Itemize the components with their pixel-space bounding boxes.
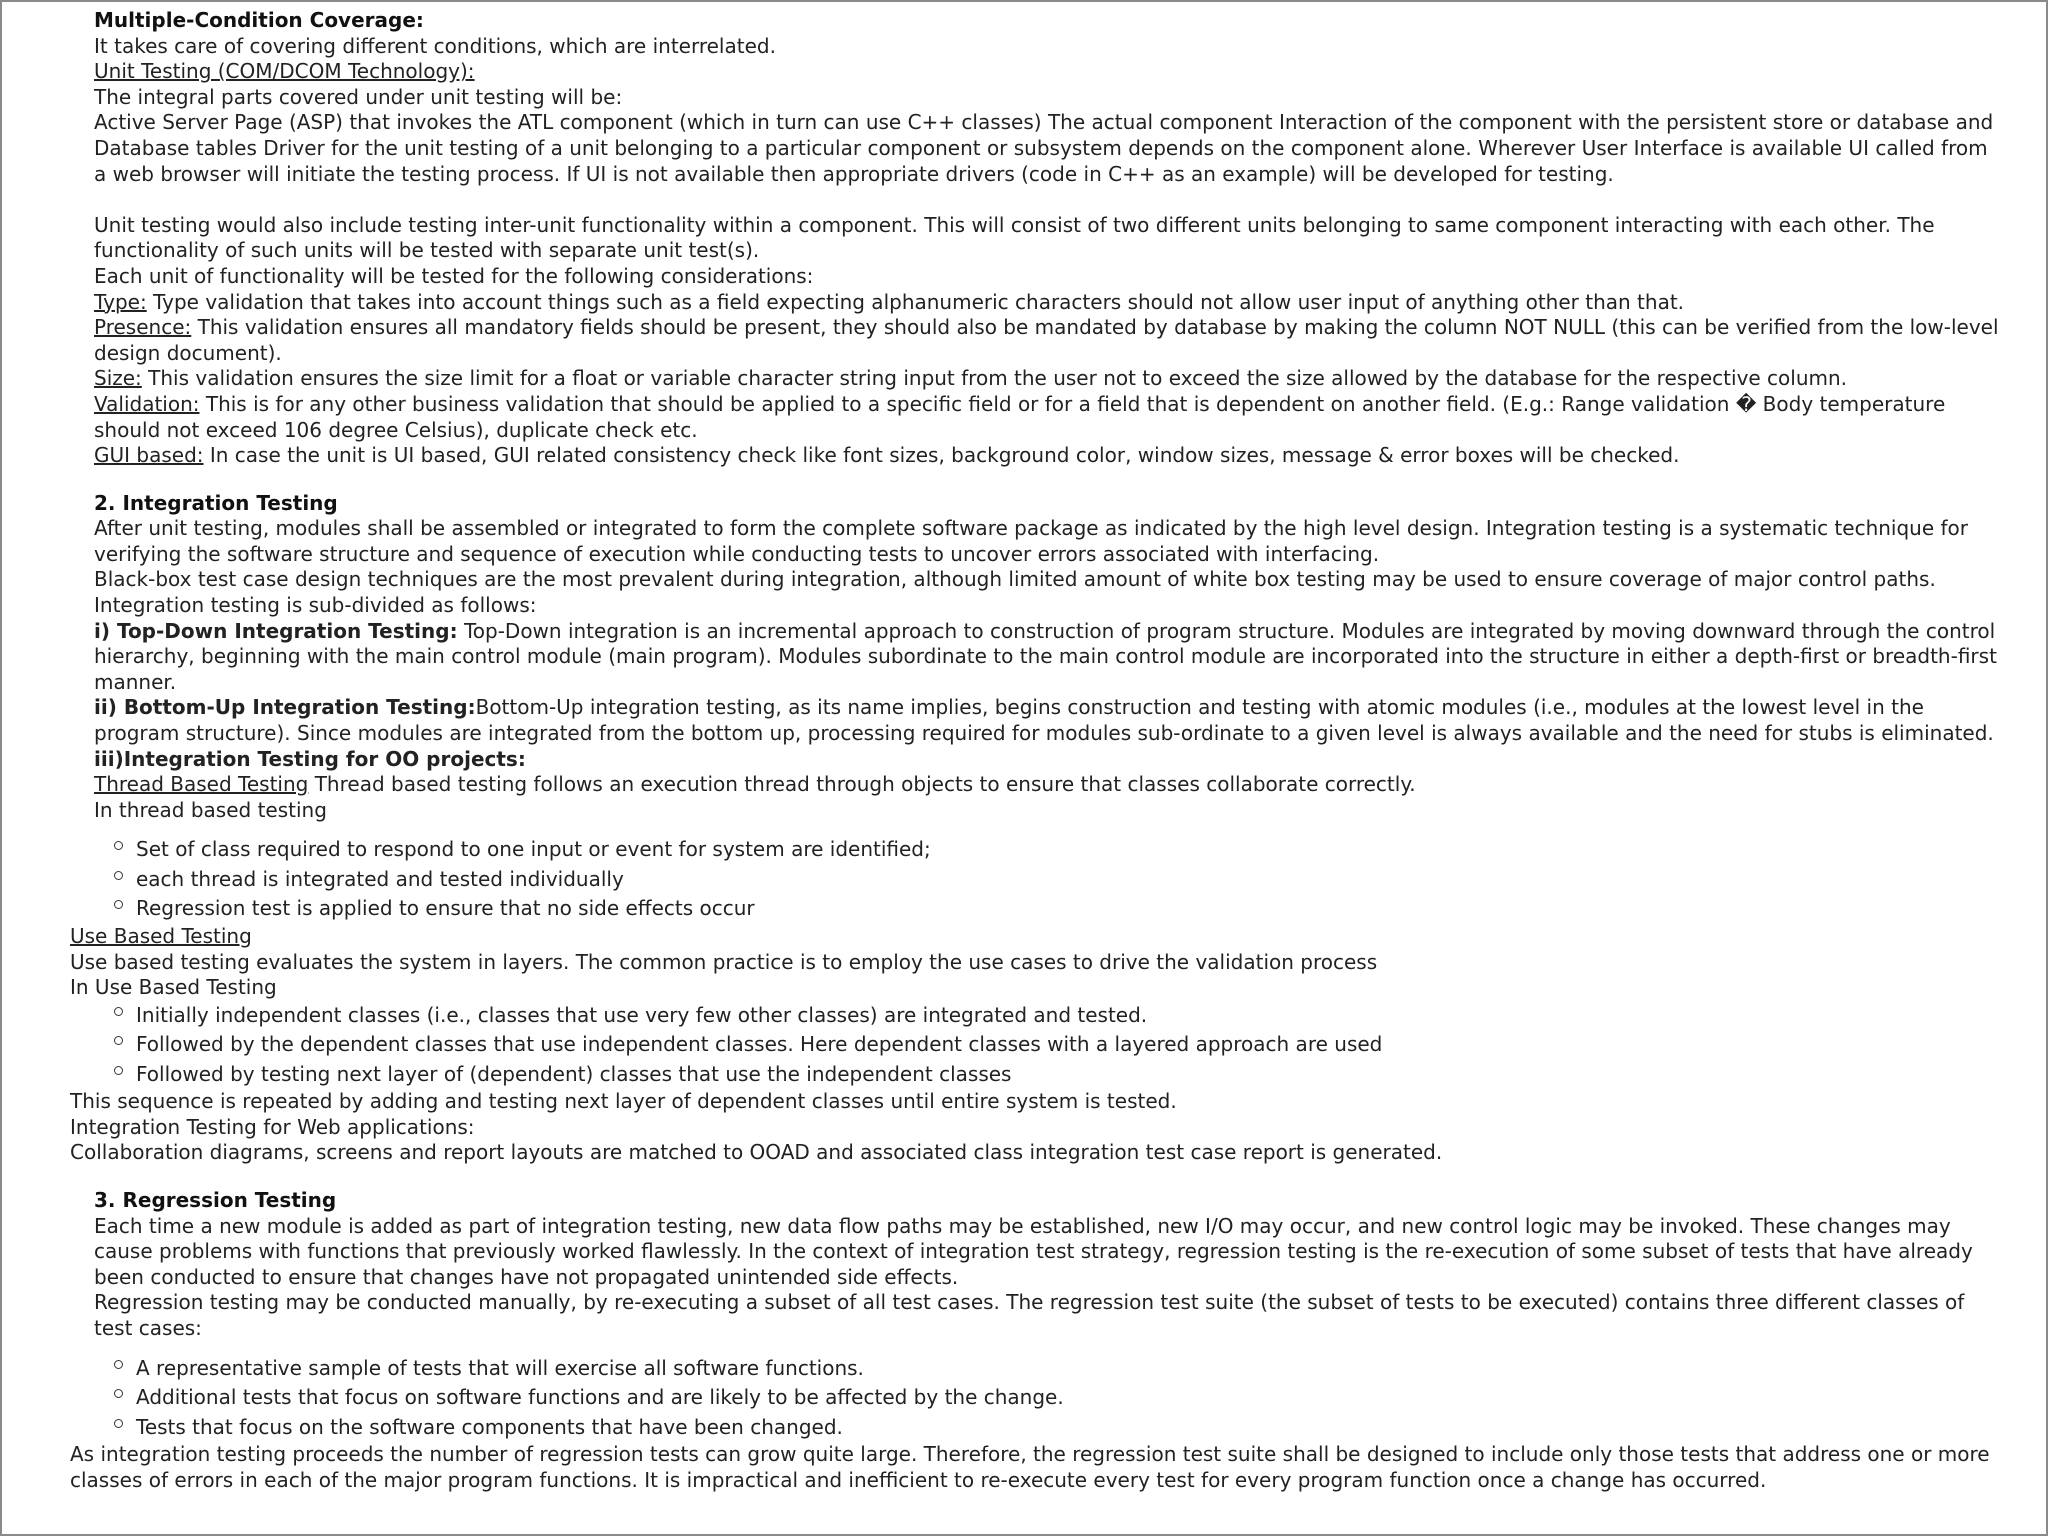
consideration-term: Presence:	[94, 315, 192, 340]
consideration-term: GUI based:	[94, 443, 204, 468]
section-heading-mcc: Multiple-Condition Coverage:	[94, 8, 424, 32]
consideration-text: In case the unit is UI based, GUI related consistency check like font sizes, background color, window sizes, message & error boxes will be checked.	[203, 443, 1680, 468]
thread-based-text: Thread based testing follows an execution thread through objects to ensure that classes collaborate correctly.	[308, 772, 1416, 797]
consideration-validation	[2, 392, 2046, 443]
consideration-gui	[2, 443, 2046, 469]
list-item: each thread is integrated and tested individually	[136, 865, 2006, 895]
list-item: Tests that focus on the software components that have been changed.	[136, 1413, 2006, 1443]
list-item: Followed by the dependent classes that use independent classes. Here dependent classes with a layered approach are used	[136, 1030, 2006, 1060]
top-down-text: Top-Down integration is an incremental approach to construction of program structure. Modules are integrated by moving downward through the control hierarchy, beginning with the main control module (main program). Modules subordinate to the main control module are incorporated into the structure in either a depth-first or breadth-first manner.	[94, 618, 1997, 694]
list-item: Set of class required to respond to one input or event for system are identified;	[136, 835, 2006, 865]
document-content	[2, 8, 2046, 1493]
consideration-text: This is for any other business validation that should be applied to a specific field or for a field that is dependent on another field. (E.g.: Range validation � Body temperature should not exceed 106 degree Celsius), duplicate check etc.	[94, 391, 1946, 442]
list-item: Followed by testing next layer of (dependent) classes that use the independent classes	[136, 1060, 2006, 1090]
regression-heading: 3. Regression Testing	[94, 1187, 337, 1212]
consideration-presence	[2, 315, 2046, 366]
regression-para2: Regression testing may be conducted manually, by re-executing a subset of all test cases. The regression test suite (the subset of tests to be executed) contains three different classes of test cases:	[94, 1290, 1965, 1340]
consideration-text: This validation ensures the size limit for a float or variable character string input from the user not to exceed the size allowed by the database for the respective column.	[141, 366, 1848, 391]
integration-para3: Integration testing is sub-divided as follows:	[94, 593, 537, 618]
unit-testing-para1: Active Server Page (ASP) that invokes the ATL component (which in turn can use C++ classes) The actual component Interaction of the component with the persistent store or database and Database tables Driver for the unit testing of a unit belonging to a particular component or subsystem depends on the component alone. Wherever User Interface is available UI called from a web browser will initiate the testing process. If UI is not available then appropriate drivers (code in C++ as an example) will be developed for testing.	[94, 110, 1994, 186]
thread-based-list	[2, 835, 2046, 924]
consideration-term: Validation:	[94, 391, 200, 416]
thread-based-intro: In thread based testing	[94, 797, 327, 822]
bottom-up-paragraph	[2, 695, 2046, 746]
use-based-label: Use Based Testing	[70, 923, 252, 948]
list-item: Initially independent classes (i.e., classes that use very few other classes) are integrated and tested.	[136, 1001, 2006, 1031]
consideration-text: Type validation that takes into account things such as a field expecting alphanumeric characters should not allow user input of anything other than that.	[146, 289, 1685, 314]
oo-projects-label: iii)Integration Testing for OO projects:	[94, 746, 526, 771]
integration-heading: 2. Integration Testing	[94, 490, 338, 515]
consideration-term: Size:	[94, 366, 142, 391]
use-based-intro: In Use Based Testing	[70, 975, 277, 1000]
web-apps-label: Integration Testing for Web applications:	[70, 1114, 475, 1139]
bottom-up-text: Bottom-Up integration testing, as its name implies, begins construction and testing with atomic modules (i.e., modules at the lowest level in the program structure). Since modules are integrated from the bottom up, processing required for modules sub-ordinate to a given level is always available and the need for stubs is eliminated.	[94, 695, 1994, 746]
regression-list	[2, 1354, 2046, 1443]
integration-para1: After unit testing, modules shall be assembled or integrated to form the complete software package as indicated by the high level design. Integration testing is a systematic technique for verifying the software structure and sequence of execution while conducting tests to uncover errors associated with interfacing.	[94, 516, 1969, 566]
sequence-text: This sequence is repeated by adding and testing next layer of dependent classes until entire system is tested.	[70, 1089, 1177, 1114]
unit-testing-para3: Each unit of functionality will be tested for the following considerations:	[94, 263, 814, 288]
consideration-text: This validation ensures all mandatory fields should be present, they should also be mandated by database by making the column NOT NULL (this can be verified from the low-level design document).	[94, 315, 1999, 365]
thread-based-paragraph	[2, 772, 2046, 798]
consideration-term: Type:	[94, 289, 147, 314]
top-down-paragraph	[2, 619, 2046, 696]
consideration-size	[2, 366, 2046, 392]
thread-based-label: Thread Based Testing	[94, 772, 309, 797]
bottom-up-label: ii) Bottom-Up Integration Testing:	[94, 695, 476, 720]
web-apps-text: Collaboration diagrams, screens and report layouts are matched to OOAD and associated class integration test case report is generated.	[70, 1140, 1443, 1165]
list-item: Additional tests that focus on software functions and are likely to be affected by the change.	[136, 1383, 2006, 1413]
unit-testing-intro: The integral parts covered under unit testing will be:	[94, 84, 623, 109]
unit-testing-para2: Unit testing would also include testing inter-unit functionality within a component. This will consist of two different units belonging to same component interacting with each other. The functionality of such units will be tested with separate unit test(s).	[94, 212, 1935, 263]
list-item: A representative sample of tests that will exercise all software functions.	[136, 1354, 2006, 1384]
unit-testing-title: Unit Testing (COM/DCOM Technology):	[94, 59, 475, 84]
regression-closing: As integration testing proceeds the number of regression tests can grow quite large. Therefore, the regression test suite shall be designed to include only those tests that address one or more classes of errors in each of the major program functions. It is impractical and inefficient to re-execute every test for every program function once a change has occurred.	[70, 1442, 1990, 1492]
list-item: Regression test is applied to ensure that no side effects occur	[136, 894, 2006, 924]
regression-para1: Each time a new module is added as part of integration testing, new data flow paths may be established, new I/O may occur, and new control logic may be invoked. These changes may cause problems with functions that previously worked flawlessly. In the context of integration test strategy, regression testing is the re-execution of some subset of tests that have already been conducted to ensure that changes have not propagated unintended side effects.	[94, 1213, 1973, 1289]
top-down-label: i) Top-Down Integration Testing:	[94, 618, 458, 643]
use-based-text: Use based testing evaluates the system in layers. The common practice is to employ the use cases to drive the validation process	[70, 949, 1378, 974]
mcc-text: It takes care of covering different conditions, which are interrelated.	[94, 33, 776, 58]
consideration-type	[2, 290, 2046, 316]
use-based-list	[2, 1001, 2046, 1090]
integration-para2: Black-box test case design techniques are the most prevalent during integration, although limited amount of white box testing may be used to ensure coverage of major control paths.	[94, 567, 1936, 592]
